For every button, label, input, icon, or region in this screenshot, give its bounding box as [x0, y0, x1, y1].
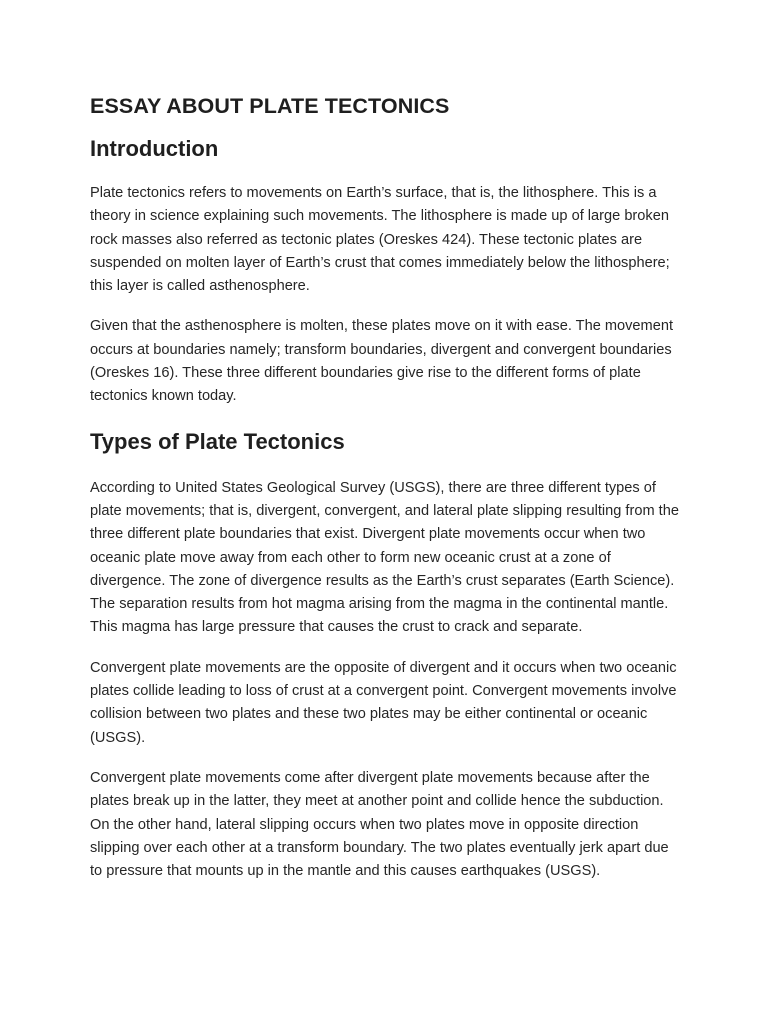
section-heading-introduction: Introduction: [90, 136, 219, 161]
paragraph: Plate tectonics refers to movements on Earth’s surface, that is, the lithosphere. This is a theory in science explaining such movements. The lithosphere is made up of large broken rock masses also referred as tectonic plates (Oreskes 424). These tectonic plates are suspended on molten layer of Earth’s crust that comes immediately below the lithosphere; this layer is called asthenosphere.: [90, 185, 670, 295]
paragraph: Convergent plate movements are the opposite of divergent and it occurs when two oceanic plates collide leading to loss of crust at a convergent point. Convergent movements involve collision between two plates and these two plates may be either continental or oceanic (USGS).: [90, 659, 677, 746]
paragraph: According to United States Geological Survey (USGS), there are three different types of plate movements; that is, divergent, convergent, and lateral plate slipping resulting from the three different plate boundaries that exist. Divergent plate movements occur when two oceanic plate move away from each other to form new oceanic crust at a zone of divergence. The zone of divergence results as the Earth’s crust separates (Earth Science). The separation results from hot magma arising from the magma in the continental mantle. This magma has large pressure that causes the crust to crack and separate.: [90, 479, 679, 636]
document-title: ESSAY ABOUT PLATE TECTONICS: [90, 94, 450, 118]
paragraph: Given that the asthenosphere is molten, these plates move on it with ease. The movement occurs at boundaries namely; transform boundaries, divergent and convergent boundaries (Oreskes 16). These three different boundaries give rise to the different forms of plate tectonics known today.: [90, 318, 673, 405]
section-heading-types-of-plate-tectonics: Types of Plate Tectonics: [90, 428, 345, 454]
document-page: [90, 92, 682, 900]
paragraph: Convergent plate movements come after divergent plate movements because after the plates break up in the latter, they meet at another point and collide hence the subduction. On the other hand, lateral slipping occurs when two plates move in opposite direction slipping over each other at a transform boundary. The two plates eventually jerk apart due to pressure that mounts up in the mantle and this causes earthquakes (USGS).: [90, 769, 669, 880]
